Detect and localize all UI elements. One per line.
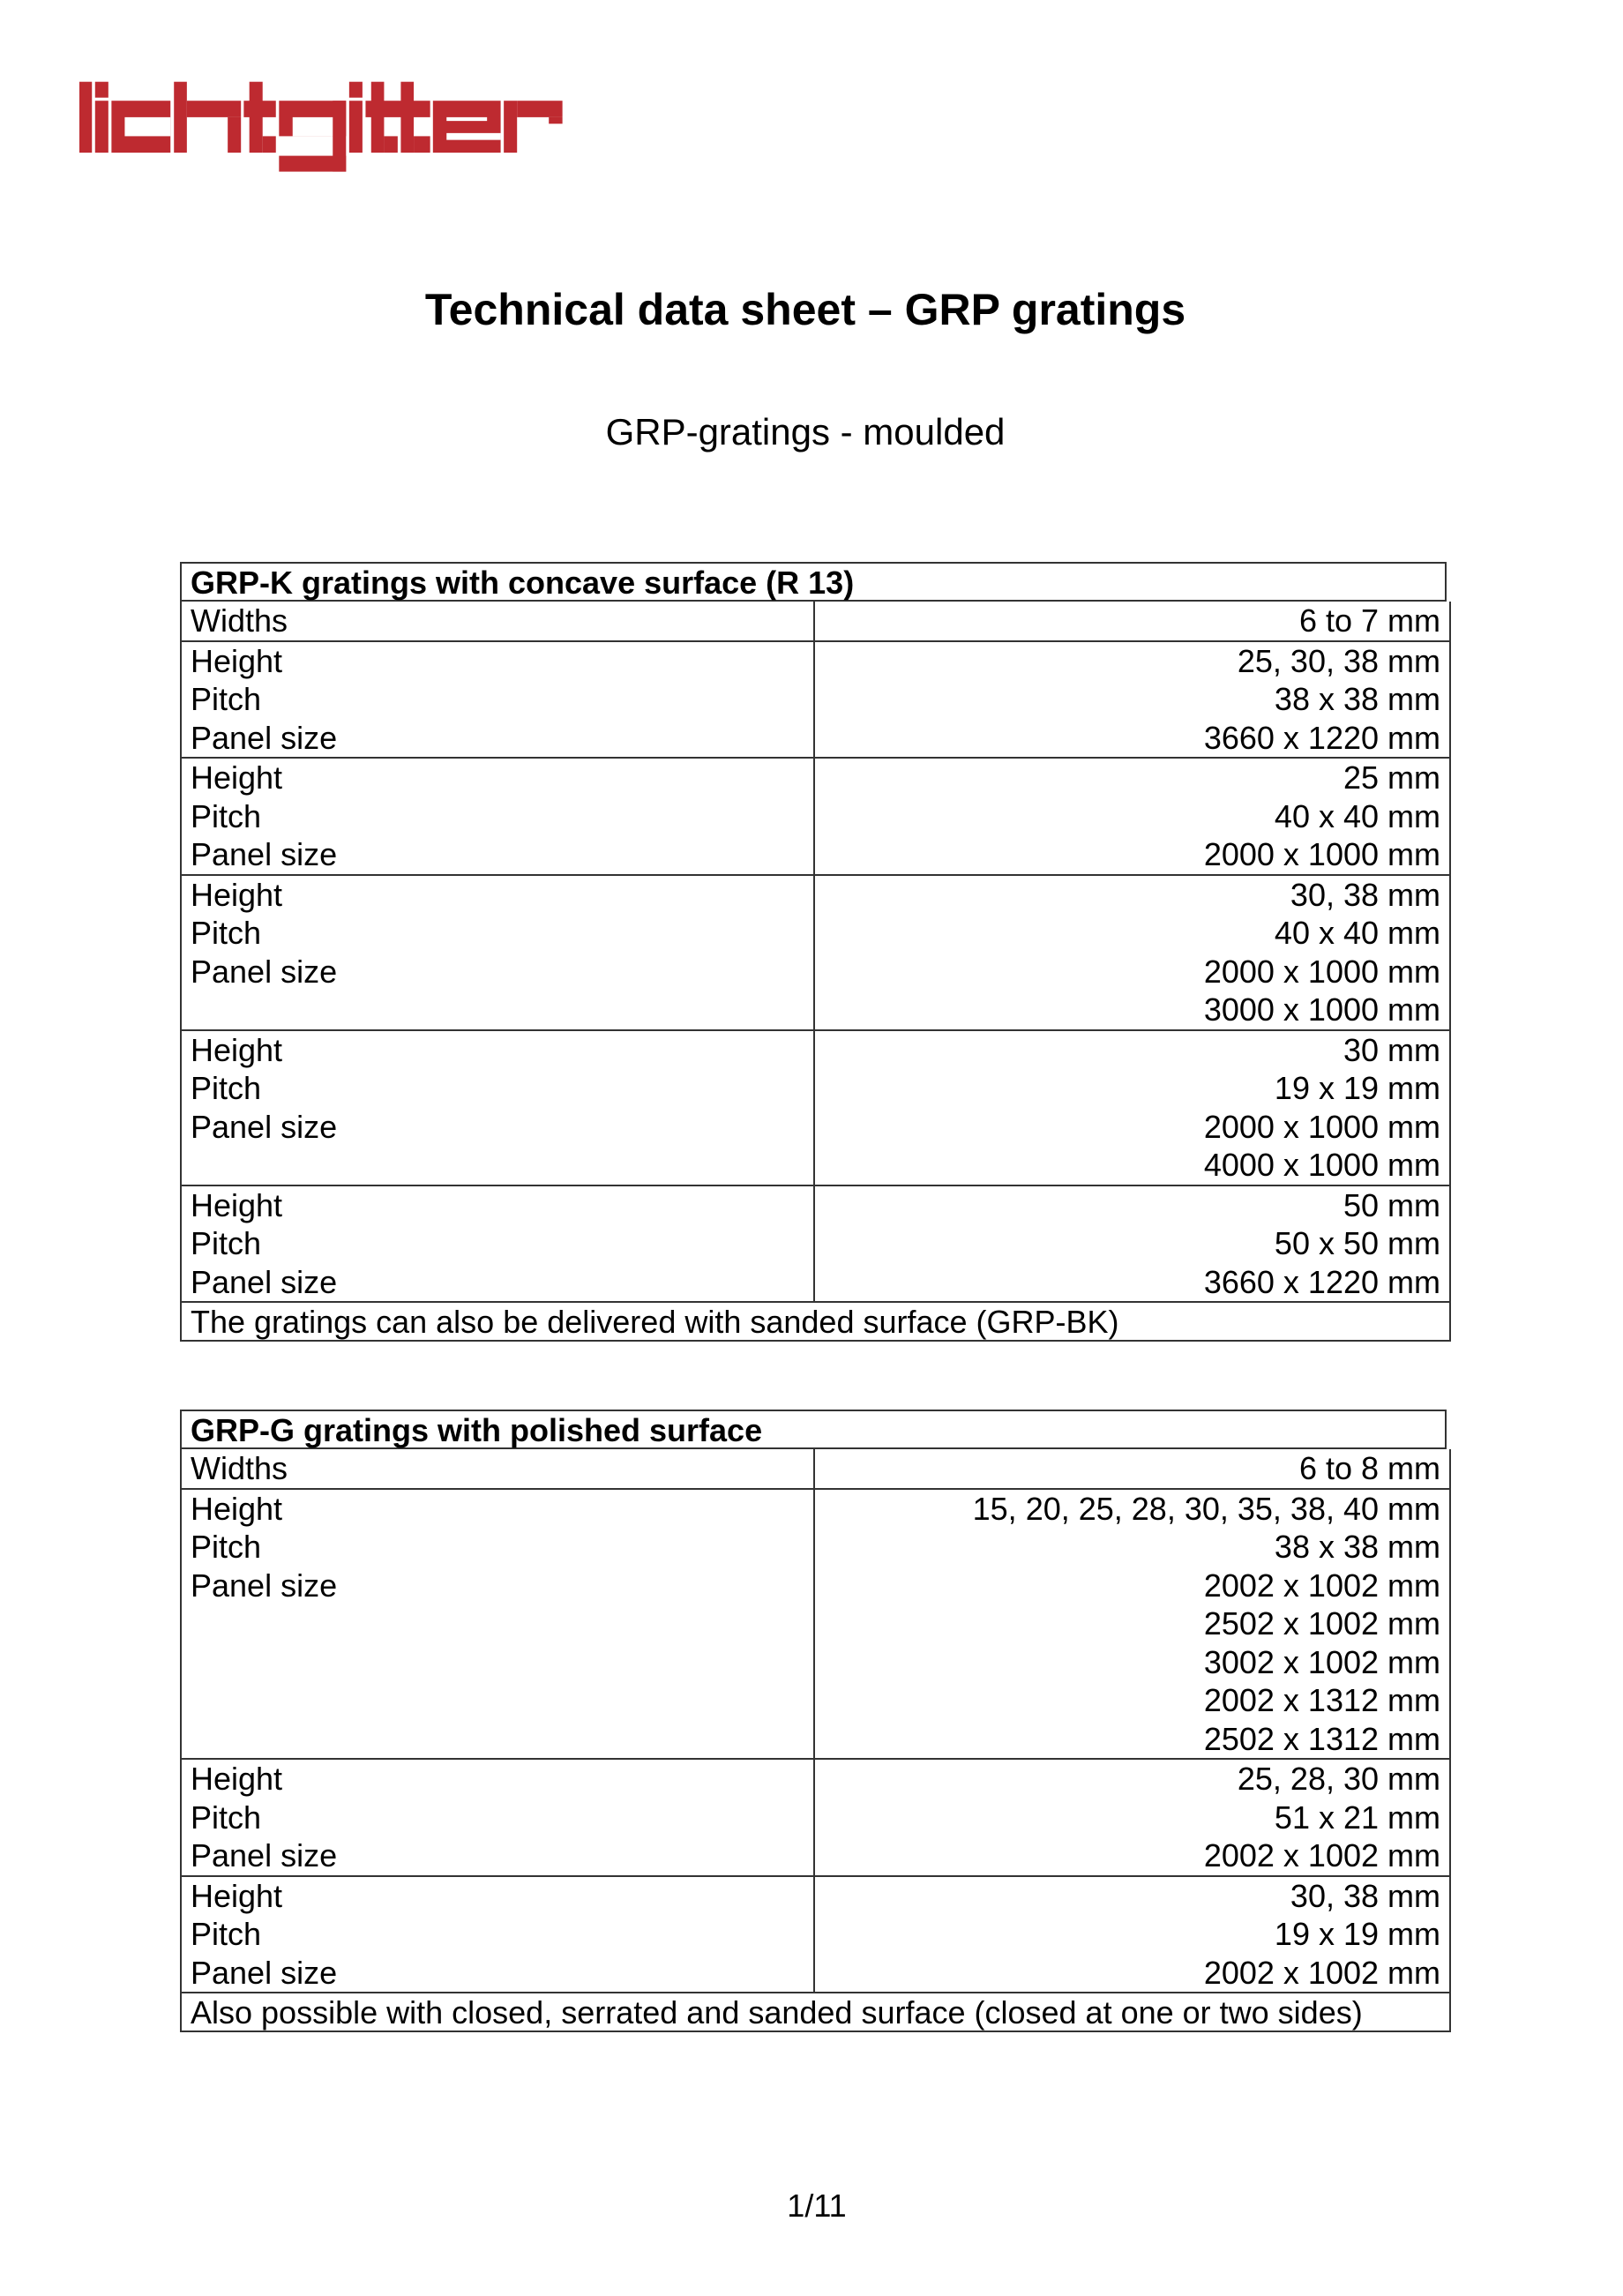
row-label: Panel size xyxy=(191,953,338,990)
row-label: Height xyxy=(191,759,283,796)
table-note: Also possible with closed, serrated and sanded surface (closed at one or two sides) xyxy=(180,1993,1451,2032)
row-label: Height xyxy=(191,1031,283,1068)
row-value: 15, 20, 25, 28, 30, 35, 38, 40 mm xyxy=(972,1490,1440,1527)
row-value: 2000 x 1000 mm xyxy=(1203,953,1440,990)
value-cell xyxy=(815,1186,1449,1302)
table-row xyxy=(180,602,1451,642)
table-row xyxy=(180,642,1451,759)
row-label: Pitch xyxy=(191,1529,262,1565)
row-label: Panel size xyxy=(191,719,338,756)
row-label: Panel size xyxy=(191,1567,338,1604)
table-title: GRP-G gratings with polished surface xyxy=(180,1410,1447,1449)
row-value: 6 to 7 mm xyxy=(1298,602,1440,639)
row-value: 6 to 8 mm xyxy=(1298,1450,1440,1486)
row-value: 38 x 38 mm xyxy=(1274,1529,1440,1565)
row-value: 30, 38 mm xyxy=(1290,1877,1440,1914)
row-value: 3002 x 1002 mm xyxy=(1203,1643,1440,1680)
value-cell xyxy=(815,1877,1449,1993)
row-label: Widths xyxy=(191,602,288,639)
row-label: Height xyxy=(191,1877,283,1914)
grp-k-table xyxy=(180,562,1451,1342)
row-label: Height xyxy=(191,1761,283,1797)
row-label: Height xyxy=(191,1186,283,1223)
label-cell xyxy=(182,1449,815,1488)
row-value: 40 x 40 mm xyxy=(1274,797,1440,834)
row-value: 2002 x 1312 mm xyxy=(1203,1682,1440,1718)
row-label: Height xyxy=(191,1490,283,1527)
row-label: Height xyxy=(191,876,283,913)
row-value: 25 mm xyxy=(1343,759,1440,796)
row-value: 38 x 38 mm xyxy=(1274,681,1440,717)
table-row xyxy=(180,1186,1451,1304)
row-label: Pitch xyxy=(191,1916,262,1952)
label-cell xyxy=(182,1877,815,1993)
label-cell xyxy=(182,1760,815,1875)
table-row xyxy=(180,1449,1451,1490)
value-cell xyxy=(815,1490,1449,1759)
label-cell xyxy=(182,602,815,640)
row-label: Height xyxy=(191,642,283,679)
value-cell xyxy=(815,1760,1449,1875)
grp-g-table xyxy=(180,1410,1451,2032)
row-value: 25, 28, 30 mm xyxy=(1237,1761,1440,1797)
row-value: 50 mm xyxy=(1343,1186,1440,1223)
value-cell xyxy=(815,876,1449,1029)
row-value: 30, 38 mm xyxy=(1290,876,1440,913)
row-value: 2000 x 1000 mm xyxy=(1203,836,1440,872)
row-label: Pitch xyxy=(191,915,262,951)
row-label: Pitch xyxy=(191,1070,262,1106)
row-value: 3000 x 1000 mm xyxy=(1203,991,1440,1028)
table-row xyxy=(180,1031,1451,1186)
label-cell xyxy=(182,876,815,1029)
row-label: Pitch xyxy=(191,681,262,717)
table-row xyxy=(180,1490,1451,1761)
table-row xyxy=(180,876,1451,1031)
row-value: 51 x 21 mm xyxy=(1274,1799,1440,1836)
row-value: 2502 x 1002 mm xyxy=(1203,1605,1440,1642)
label-cell xyxy=(182,759,815,874)
table-row xyxy=(180,1877,1451,1994)
row-value: 2002 x 1002 mm xyxy=(1203,1837,1440,1873)
row-value: 19 x 19 mm xyxy=(1274,1916,1440,1952)
row-label: Pitch xyxy=(191,1225,262,1261)
row-value: 50 x 50 mm xyxy=(1274,1225,1440,1261)
row-label: Panel size xyxy=(191,1108,338,1145)
table-title: GRP-K gratings with concave surface (R 13) xyxy=(180,562,1447,602)
page-title: Technical data sheet – GRP gratings xyxy=(424,285,1186,334)
row-value: 2502 x 1312 mm xyxy=(1203,1720,1440,1757)
row-value: 40 x 40 mm xyxy=(1274,915,1440,951)
row-label: Panel size xyxy=(191,836,338,872)
value-cell xyxy=(815,1449,1449,1488)
value-cell xyxy=(815,1031,1449,1185)
row-value: 2002 x 1002 mm xyxy=(1203,1567,1440,1604)
page-subtitle: GRP-gratings - moulded xyxy=(605,411,1006,452)
row-label: Panel size xyxy=(191,1263,338,1300)
label-cell xyxy=(182,642,815,758)
row-value: 4000 x 1000 mm xyxy=(1203,1147,1440,1183)
row-value: 25, 30, 38 mm xyxy=(1237,642,1440,679)
table-note: The gratings can also be delivered with sanded surface (GRP-BK) xyxy=(180,1303,1451,1342)
table-row xyxy=(180,1760,1451,1877)
page-number: 1/11 xyxy=(787,2188,847,2224)
row-label: Widths xyxy=(191,1450,288,1486)
value-cell xyxy=(815,602,1449,640)
row-label: Pitch xyxy=(191,1799,262,1836)
row-value: 30 mm xyxy=(1343,1031,1440,1068)
row-value: 3660 x 1220 mm xyxy=(1203,719,1440,756)
row-value: 3660 x 1220 mm xyxy=(1203,1263,1440,1300)
table-row xyxy=(180,759,1451,876)
row-label: Pitch xyxy=(191,797,262,834)
row-value: 2002 x 1002 mm xyxy=(1203,1954,1440,1991)
lichtgitter-logo xyxy=(78,81,565,173)
row-value: 19 x 19 mm xyxy=(1274,1070,1440,1106)
label-cell xyxy=(182,1186,815,1302)
row-label: Panel size xyxy=(191,1837,338,1873)
value-cell xyxy=(815,642,1449,758)
label-cell xyxy=(182,1031,815,1185)
label-cell xyxy=(182,1490,815,1759)
value-cell xyxy=(815,759,1449,874)
row-label: Panel size xyxy=(191,1954,338,1991)
row-value: 2000 x 1000 mm xyxy=(1203,1108,1440,1145)
